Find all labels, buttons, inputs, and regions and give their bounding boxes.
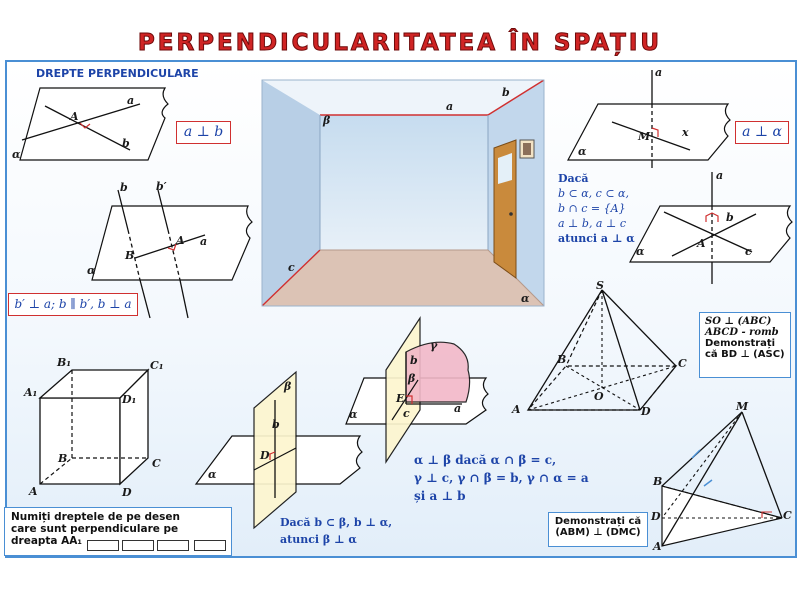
fig5-text-then: atunci β ⊥ α bbox=[280, 533, 357, 546]
task-box-line2: care sunt perpendiculare pe bbox=[11, 523, 179, 535]
figure-room bbox=[262, 80, 544, 306]
cube-label-A1: A₁ bbox=[24, 386, 38, 399]
fig5-label-b: b bbox=[272, 418, 280, 431]
figure-tetrahedron bbox=[662, 412, 782, 546]
fig6-label-alpha: α bbox=[349, 408, 358, 421]
fig4-text-then: atunci a ⊥ α bbox=[558, 232, 635, 245]
tetra-label-A: A bbox=[653, 540, 662, 553]
cube-label-A: A bbox=[29, 485, 38, 498]
answer-cell-1[interactable] bbox=[87, 540, 119, 551]
tetra-label-B: B bbox=[653, 475, 663, 488]
pyramid-label-S: S bbox=[596, 279, 604, 292]
figure-perpendicular-lines bbox=[20, 88, 168, 160]
fig1-label-A: A bbox=[70, 110, 79, 123]
pyramid-label-D: D bbox=[641, 405, 651, 418]
tetra-label-D: D bbox=[651, 510, 661, 523]
cube-label-C: C bbox=[152, 457, 161, 470]
fig1-label-b: b bbox=[122, 137, 130, 150]
fig6-text-line3: și a ⊥ b bbox=[414, 489, 466, 503]
fig4-label-b: b bbox=[726, 211, 734, 224]
fig5-label-beta: β bbox=[284, 380, 292, 393]
tetra-task-box bbox=[548, 512, 648, 547]
section-heading: DREPTE PERPENDICULARE bbox=[36, 67, 199, 80]
fig3-label-alpha: α bbox=[578, 145, 587, 158]
tetra-box-line2: (ABM) ⊥ (DMC) bbox=[555, 527, 641, 538]
fig3-label-a: a bbox=[655, 66, 663, 79]
tetra-label-M: M bbox=[736, 400, 749, 413]
fig4-label-c: c bbox=[745, 245, 752, 258]
fig6-label-a: a bbox=[454, 402, 462, 415]
figure-cube bbox=[40, 370, 148, 484]
fig2-label-A: A bbox=[176, 234, 185, 247]
cube-label-B: B bbox=[58, 452, 68, 465]
fig6-text-line1: α ⊥ β dacă α ∩ β = c, bbox=[414, 453, 557, 467]
figure-line-perp-two-lines bbox=[630, 172, 792, 284]
fig6-label-gamma: γ bbox=[430, 339, 438, 352]
room-label-b: b bbox=[502, 86, 510, 99]
line-perp-plane-formula-box: a ⊥ α bbox=[735, 121, 789, 144]
pyramid-box-line1: SO ⊥ (ABC) bbox=[705, 316, 772, 327]
pyramid-task-box bbox=[699, 312, 791, 378]
fig6-label-c: c bbox=[403, 407, 410, 420]
pyramid-label-C: C bbox=[678, 357, 687, 370]
room-label-a: a bbox=[446, 100, 454, 113]
pyramid-box-line4: că BD ⊥ (ASC) bbox=[705, 349, 785, 360]
fig5-label-alpha: α bbox=[208, 468, 217, 481]
page-title: PERPENDICULARITATEA ÎN SPAȚIU bbox=[137, 30, 663, 56]
room-label-c: c bbox=[288, 261, 295, 274]
fig6-text-line2: γ ⊥ c, γ ∩ β = b, γ ∩ α = a bbox=[414, 471, 589, 485]
fig4-text-line2: b ⊂ α, c ⊂ α, bbox=[558, 187, 629, 200]
fig2-label-a: a bbox=[200, 235, 208, 248]
cube-label-C1: C₁ bbox=[150, 359, 164, 372]
fig6-label-b: b bbox=[410, 354, 418, 367]
fig2-label-bprime: b′ bbox=[156, 180, 167, 193]
room-label-beta: β bbox=[323, 114, 331, 127]
fig4-label-a: a bbox=[716, 169, 724, 182]
fig3-label-M: M bbox=[638, 130, 651, 143]
fig5-label-D: D bbox=[260, 449, 270, 462]
fig1-label-alpha: α bbox=[12, 148, 21, 161]
cube-label-D1: D₁ bbox=[122, 393, 137, 406]
fig4-text-line4: a ⊥ b, a ⊥ c bbox=[558, 217, 626, 230]
answer-cell-2[interactable] bbox=[122, 540, 154, 551]
tetra-label-C: C bbox=[783, 509, 792, 522]
task-box-line1: Numiți dreptele de pe desen bbox=[11, 511, 180, 523]
figure-perp-planes bbox=[196, 372, 362, 528]
task-box-line3: dreapta AA₁ bbox=[11, 535, 83, 547]
pyramid-box-line2: ABCD - romb bbox=[705, 327, 779, 338]
room-label-alpha: α bbox=[521, 292, 530, 305]
parallel-lines-formula-box: b′ ⊥ a; b ∥ b′, b ⊥ a bbox=[8, 293, 138, 316]
fig2-label-B: B bbox=[125, 249, 135, 262]
fig3-label-x: x bbox=[682, 126, 689, 139]
tetra-box-line1: Demonstrați că bbox=[554, 516, 642, 527]
fig4-label-alpha: α bbox=[636, 245, 645, 258]
answer-cell-4[interactable] bbox=[194, 540, 226, 551]
fig4-text-if: Dacă bbox=[558, 172, 589, 185]
fig5-text-if: Dacă b ⊂ β, b ⊥ α, bbox=[280, 516, 393, 529]
fig4-text-line3: b ∩ c = {A} bbox=[558, 202, 626, 215]
fig1-label-a: a bbox=[127, 94, 135, 107]
pyramid-label-A: A bbox=[512, 403, 521, 416]
fig6-label-beta: β bbox=[408, 372, 416, 385]
pyramid-label-O: O bbox=[594, 390, 604, 403]
fig4-label-A: A bbox=[697, 237, 706, 250]
figure-line-perp-plane bbox=[568, 70, 730, 168]
figure-three-planes bbox=[346, 318, 488, 462]
cube-label-B1: B₁ bbox=[57, 356, 72, 369]
fig2-label-alpha: α bbox=[87, 264, 96, 277]
perp-lines-formula-box: a ⊥ b bbox=[176, 121, 231, 144]
pyramid-label-B: B bbox=[557, 353, 567, 366]
cube-label-D: D bbox=[122, 486, 132, 499]
fig6-label-E: E bbox=[396, 392, 405, 405]
answer-cell-3[interactable] bbox=[157, 540, 189, 551]
pyramid-box-line3: Demonstrați bbox=[705, 338, 776, 349]
fig2-label-b: b bbox=[120, 181, 128, 194]
